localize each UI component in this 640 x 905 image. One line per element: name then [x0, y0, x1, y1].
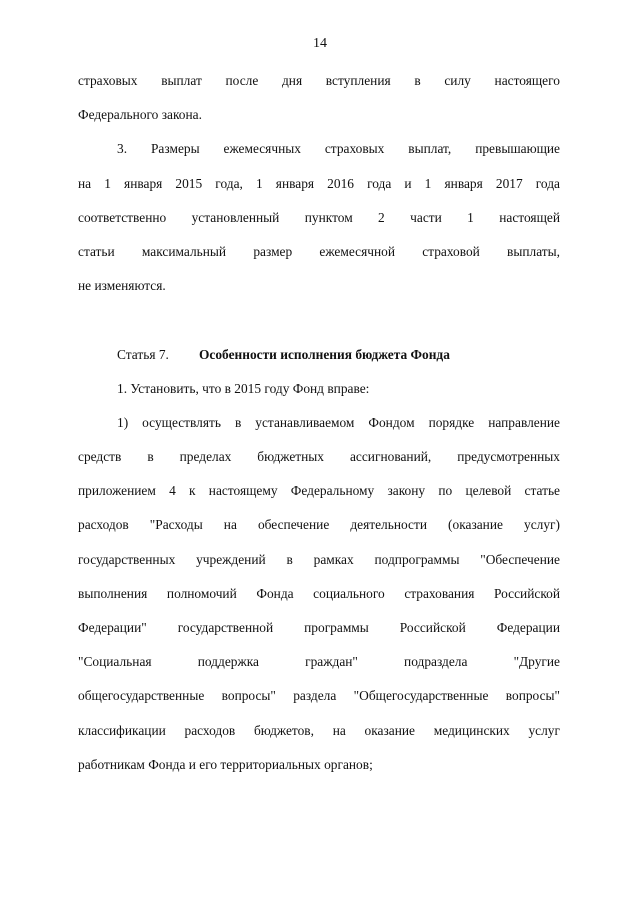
text-line: общегосударственные вопросы" раздела "Общегосударственные вопросы"	[78, 688, 560, 704]
article-heading	[78, 346, 560, 380]
text-line: классификации расходов бюджетов, на оказание медицинских услуг	[78, 722, 560, 738]
article-number: Статья 7.	[117, 346, 169, 362]
text-line: Федерации" государственной программы Российской Федерации	[78, 620, 560, 635]
paragraph-gap	[78, 311, 560, 345]
text-line: 1. Установить, что в 2015 году Фонд вправе:	[117, 380, 370, 396]
text-line: не изменяются.	[78, 278, 166, 294]
text-line: приложением 4 к настоящему Федеральному закону по целевой статье	[78, 483, 560, 499]
page-number: 14	[313, 36, 327, 51]
text-line: 3. Размеры ежемесячных страховых выплат, превышающие	[117, 141, 560, 157]
text-line: выполнения полномочий Фонда социального страхования Российской	[78, 585, 560, 601]
text-line: статьи максимальный размер ежемесячной страховой выплаты,	[78, 243, 560, 259]
article-title: Особенности исполнения бюджета Фонда	[199, 346, 450, 362]
document-body	[78, 72, 560, 790]
text-line: 1) осуществлять в устанавливаемом Фондом порядке направление	[117, 414, 560, 430]
text-line: средств в пределах бюджетных ассигнований, предусмотренных	[78, 449, 560, 465]
paragraph-block-continuation	[78, 72, 560, 311]
text-line: работникам Фонда и его территориальных органов;	[78, 756, 373, 772]
text-line: на 1 января 2015 года, 1 января 2016 года и 1 января 2017 года	[78, 175, 560, 191]
text-line: Федерального закона.	[78, 107, 202, 123]
paragraph-block-article-7	[78, 380, 560, 790]
text-line: "Социальная поддержка граждан" подраздела "Другие	[78, 654, 560, 670]
text-line: соответственно установленный пунктом 2 части 1 настоящей	[78, 209, 560, 225]
text-line: страховых выплат после дня вступления в силу настоящего	[78, 73, 560, 88]
text-line: государственных учреждений в рамках подпрограммы "Обеспечение	[78, 551, 560, 567]
text-line: расходов "Расходы на обеспечение деятельности (оказание услуг)	[78, 517, 560, 533]
